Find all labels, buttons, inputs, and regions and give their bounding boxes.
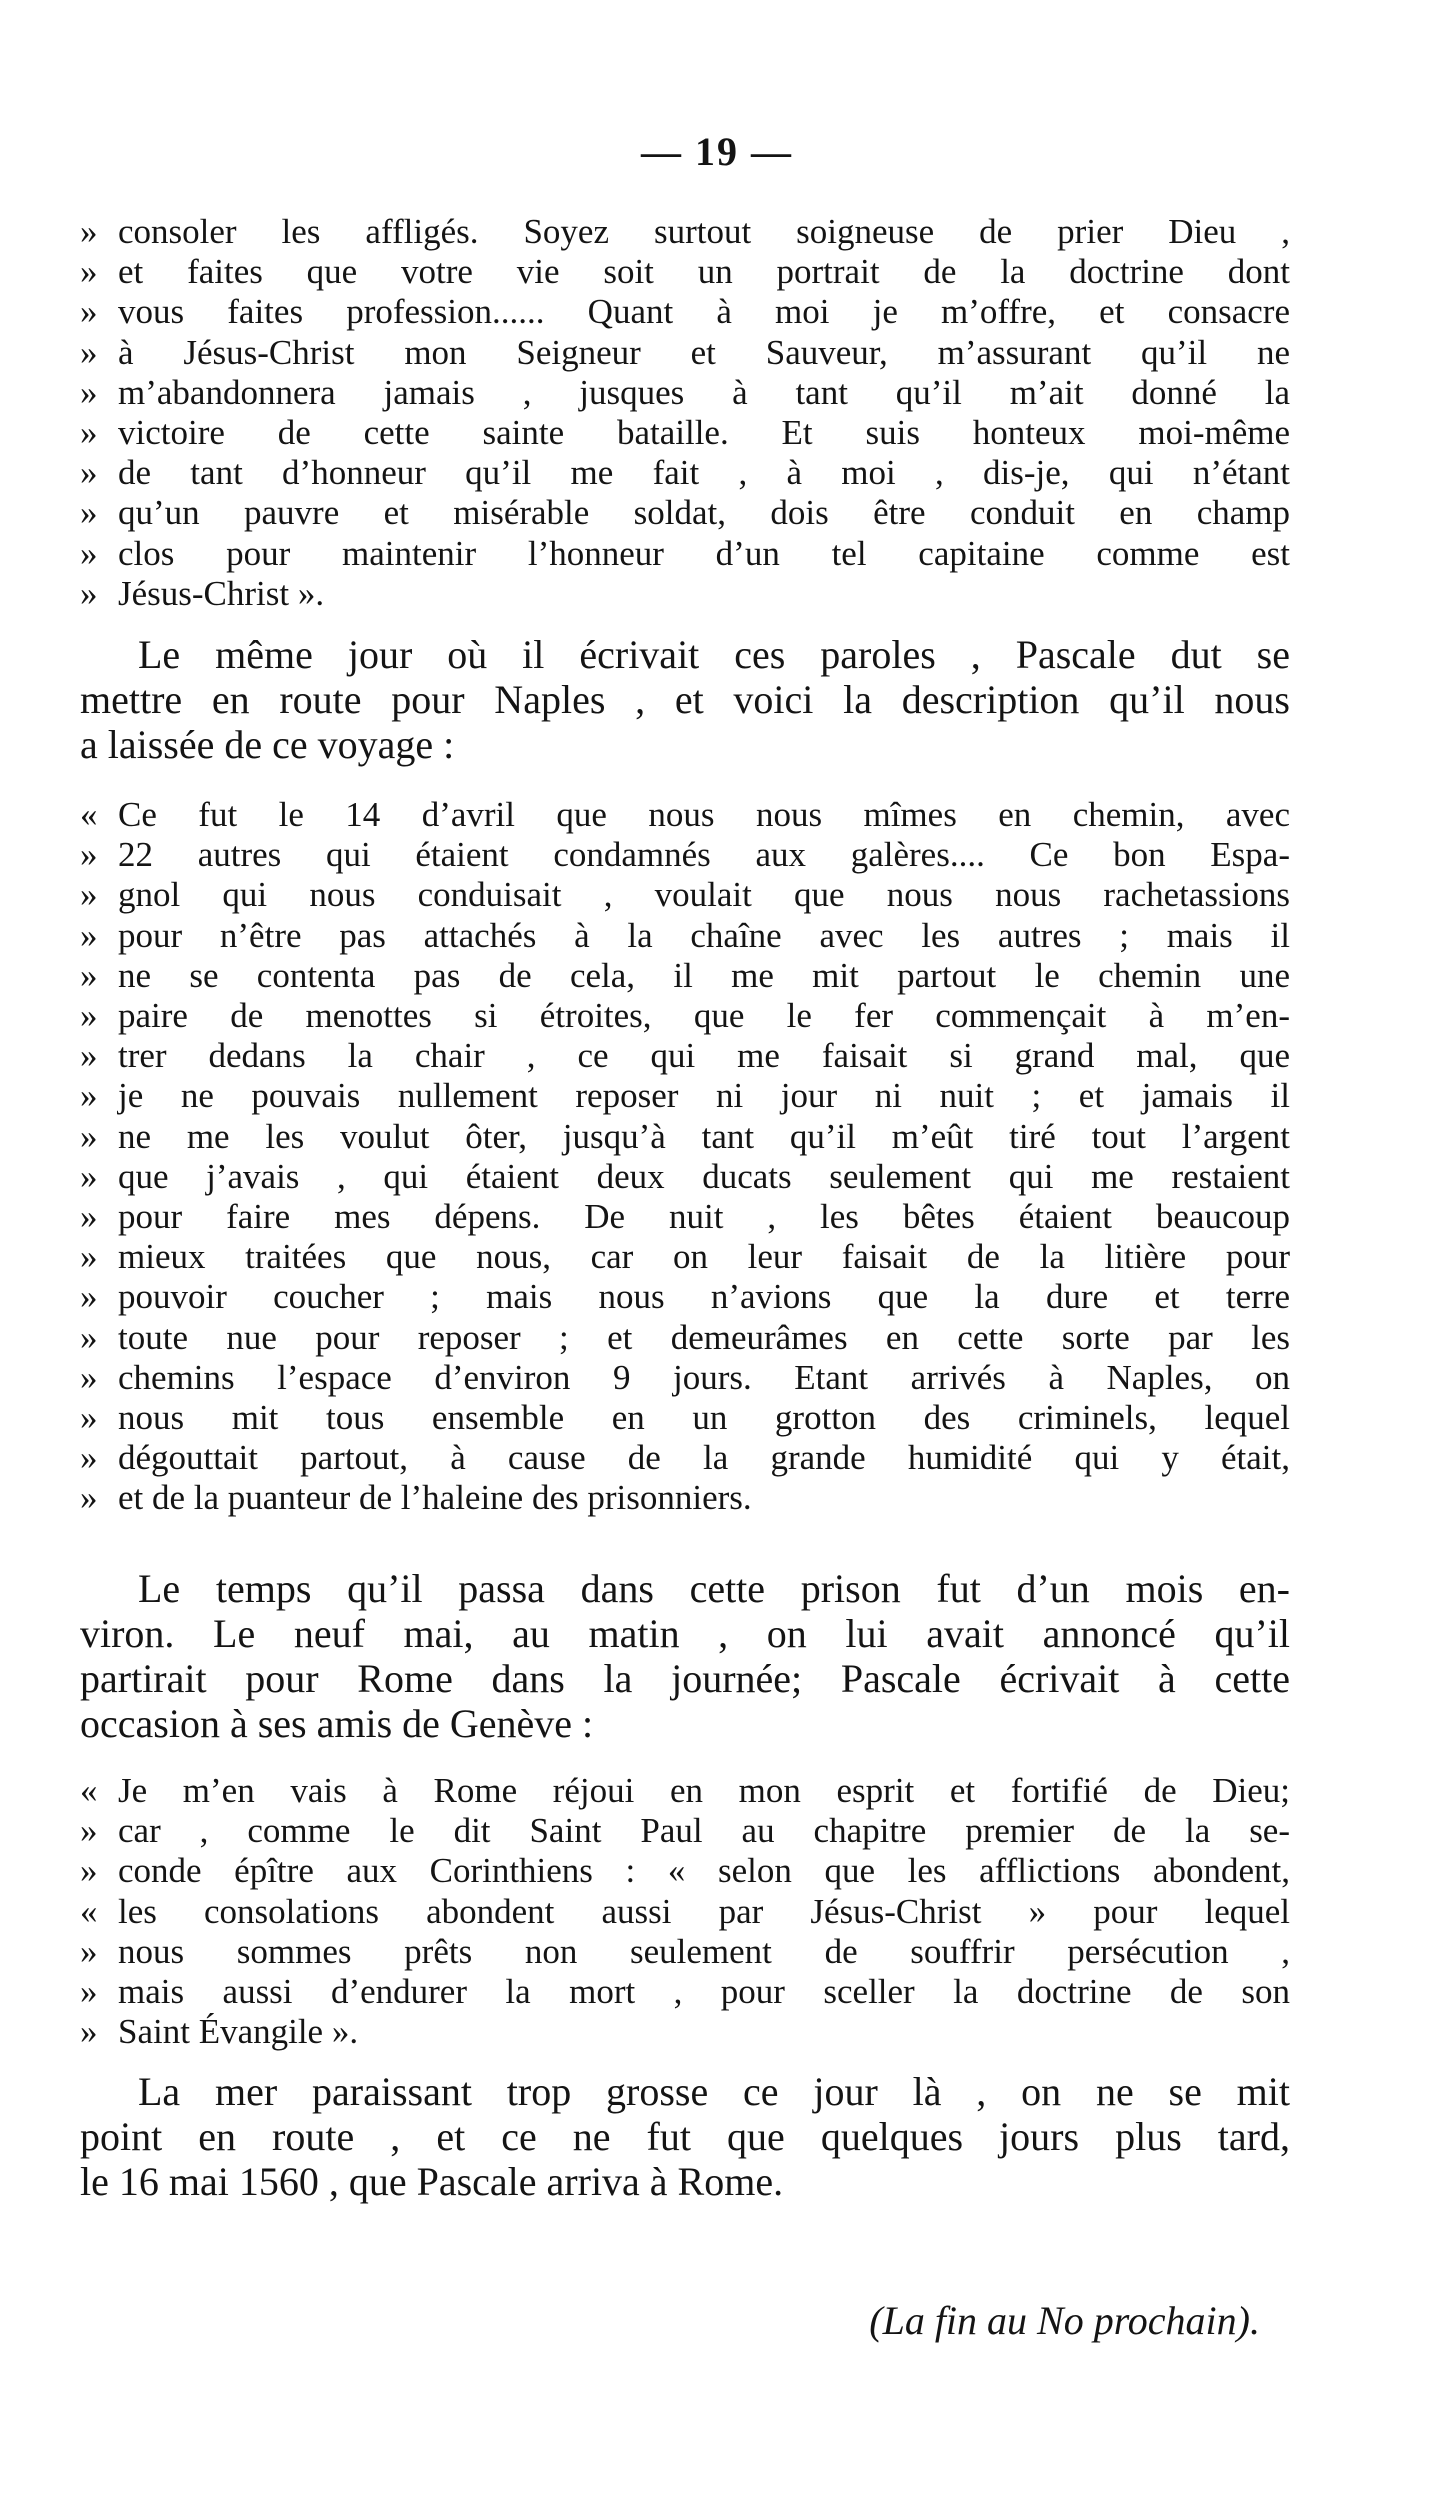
quote-mark: » — [80, 493, 98, 533]
quote-line — [80, 1892, 1290, 1932]
quote-line — [80, 1478, 1290, 1518]
quote-mark: » — [80, 1237, 98, 1277]
quote-text: pour n’être pas attachés à la chaîne avec les autres ; mais il — [118, 915, 1290, 955]
quote-line — [80, 574, 1290, 614]
paragraph-line: point en route , et ce ne fut que quelques jours plus tard, — [80, 2114, 1290, 2159]
quote-mark: » — [80, 573, 98, 613]
quote-mark: » — [80, 453, 98, 493]
quote-text: de tant d’honneur qu’il me fait , à moi , dis-je, qui n’étant — [118, 453, 1290, 493]
quote-mark: » — [80, 1317, 98, 1357]
quote-text: trer dedans la chair , ce qui me faisait si grand mal, que — [118, 1036, 1290, 1076]
quote-mark: » — [80, 1811, 98, 1851]
quote-text: pour faire mes dépens. De nuit , les bêtes étaient beaucoup — [118, 1197, 1290, 1237]
paragraph-3 — [80, 2069, 1290, 2204]
quote-text: qu’un pauvre et misérable soldat, dois être conduit en champ — [118, 493, 1290, 533]
quote-line — [80, 493, 1290, 533]
quote-line — [80, 1277, 1290, 1317]
quote-mark: » — [80, 1076, 98, 1116]
quote-line — [80, 413, 1290, 453]
page-number: — 19 — — [641, 129, 793, 174]
quote-text: dégouttait partout, à cause de la grande humidité qui y était, — [118, 1438, 1290, 1478]
quote-text: pouvoir coucher ; mais nous n’avions que la dure et terre — [118, 1277, 1290, 1317]
quote-line — [80, 835, 1290, 875]
quote-line — [80, 333, 1290, 373]
quote-line — [80, 996, 1290, 1036]
quote-letter-1 — [80, 212, 1290, 614]
quote-line — [80, 212, 1290, 252]
quote-mark: » — [80, 332, 98, 372]
quote-line — [80, 252, 1290, 292]
paragraph-line: occasion à ses amis de Genève : — [80, 1701, 594, 1746]
paragraph-line: le 16 mai 1560 , que Pascale arriva à Rome. — [80, 2159, 784, 2204]
quote-line — [80, 795, 1290, 835]
quote-line — [80, 1398, 1290, 1438]
quote-line — [80, 292, 1290, 332]
paragraph-line: La mer paraissant trop grosse ce jour là , on ne se mit — [138, 2069, 1290, 2114]
paragraph-line: viron. Le neuf mai, au matin , on lui avait annoncé qu’il — [80, 1611, 1290, 1656]
quote-mark: » — [80, 533, 98, 573]
quote-mark: » — [80, 413, 98, 453]
quote-letter-2 — [80, 795, 1290, 1519]
quote-mark: » — [80, 1277, 98, 1317]
quote-text: clos pour maintenir l’honneur d’un tel capitaine comme est — [118, 533, 1290, 573]
quote-line — [80, 1358, 1290, 1398]
quote-mark: « — [80, 795, 98, 834]
quote-mark: » — [80, 1116, 98, 1156]
quote-text: car , comme le dit Saint Paul au chapitre premier de la se- — [118, 1811, 1290, 1851]
paragraph-line: Le même jour où il écrivait ces paroles , Pascale dut se — [138, 632, 1290, 677]
quote-mark: » — [80, 212, 98, 251]
quote-line — [80, 1036, 1290, 1076]
quote-mark: » — [80, 372, 98, 412]
quote-line — [80, 875, 1290, 915]
quote-mark: » — [80, 1438, 98, 1478]
quote-mark: » — [80, 1851, 98, 1891]
quote-line — [80, 1318, 1290, 1358]
paragraph-line: mettre en route pour Naples , et voici la description qu’il nous — [80, 677, 1290, 722]
quote-text: victoire de cette sainte bataille. Et suis honteux moi-même — [118, 413, 1290, 453]
quote-line — [80, 1932, 1290, 1972]
quote-mark: » — [80, 996, 98, 1036]
quote-text: consoler les affligés. Soyez surtout soigneuse de prier Dieu , — [118, 212, 1290, 251]
quote-text: Ce fut le 14 d’avril que nous nous mîmes en chemin, avec — [118, 795, 1290, 834]
paragraph-line: partirait pour Rome dans la journée; Pascale écrivait à cette — [80, 1656, 1290, 1701]
quote-text: toute nue pour reposer ; et demeurâmes en cette sorte par les — [118, 1317, 1290, 1357]
quote-text: ne se contenta pas de cela, il me mit partout le chemin une — [118, 955, 1290, 995]
quote-text: mieux traitées que nous, car on leur faisait de la litière pour — [118, 1237, 1290, 1277]
quote-mark: » — [80, 1972, 98, 2012]
quote-text: et faites que votre vie soit un portrait de la doctrine dont — [118, 252, 1290, 292]
quote-line — [80, 1851, 1290, 1891]
quote-text: Je m’en vais à Rome réjoui en mon esprit et fortifié de Dieu; — [118, 1771, 1290, 1810]
quote-line — [80, 373, 1290, 413]
quote-mark: » — [80, 1197, 98, 1237]
quote-mark: » — [80, 835, 98, 875]
quote-text: mais aussi d’endurer la mort , pour sceller la doctrine de son — [118, 1972, 1290, 2012]
quote-mark: « — [80, 1891, 98, 1931]
paragraph-line: Le temps qu’il passa dans cette prison fut d’un mois en- — [138, 1566, 1290, 1611]
quote-mark: » — [80, 1156, 98, 1196]
quote-text: nous mit tous ensemble en un grotton des criminels, lequel — [118, 1398, 1290, 1438]
quote-text: Saint Évangile ». — [118, 2012, 359, 2052]
quote-line — [80, 453, 1290, 493]
quote-mark: » — [80, 252, 98, 292]
continuation-note: (La fin au No prochain). — [869, 2298, 1260, 2343]
paragraph-1 — [80, 632, 1290, 767]
paragraph-2 — [80, 1566, 1290, 1746]
quote-text: m’abandonnera jamais , jusques à tant qu’il m’ait donné la — [118, 372, 1290, 412]
quote-text: et de la puanteur de l’haleine des prisonniers. — [118, 1478, 752, 1518]
quote-text: à Jésus-Christ mon Seigneur et Sauveur, m’assurant qu’il ne — [118, 332, 1290, 372]
quote-text: conde épître aux Corinthiens : « selon que les afflictions abondent, — [118, 1851, 1290, 1891]
quote-text: chemins l’espace d’environ 9 jours. Etant arrivés à Naples, on — [118, 1357, 1290, 1397]
quote-line — [80, 1438, 1290, 1478]
quote-mark: » — [80, 292, 98, 332]
quote-text: Jésus-Christ ». — [118, 573, 325, 613]
quote-mark: » — [80, 1036, 98, 1076]
quote-mark: » — [80, 1931, 98, 1971]
quote-line — [80, 1771, 1290, 1811]
quote-line — [80, 916, 1290, 956]
quote-text: que j’avais , qui étaient deux ducats seulement qui me restaient — [118, 1156, 1290, 1196]
quote-letter-3 — [80, 1771, 1290, 2052]
quote-line — [80, 1157, 1290, 1197]
quote-line — [80, 534, 1290, 574]
quote-mark: « — [80, 1771, 98, 1810]
quote-text: je ne pouvais nullement reposer ni jour ni nuit ; et jamais il — [118, 1076, 1290, 1116]
quote-mark: » — [80, 1357, 98, 1397]
quote-line — [80, 1076, 1290, 1116]
quote-mark: » — [80, 1478, 98, 1518]
quote-text: ne me les voulut ôter, jusqu’à tant qu’il m’eût tiré tout l’argent — [118, 1116, 1290, 1156]
quote-mark: » — [80, 1398, 98, 1438]
quote-text: nous sommes prêts non seulement de souffrir persécution , — [118, 1931, 1290, 1971]
paragraph-line: a laissée de ce voyage : — [80, 722, 455, 767]
quote-text: vous faites profession...... Quant à moi je m’offre, et consacre — [118, 292, 1290, 332]
quote-line — [80, 1811, 1290, 1851]
quote-mark: » — [80, 2012, 98, 2052]
quote-line — [80, 1237, 1290, 1277]
quote-line — [80, 1197, 1290, 1237]
quote-text: gnol qui nous conduisait , voulait que nous nous rachetassions — [118, 875, 1290, 915]
quote-line — [80, 2012, 1290, 2052]
quote-line — [80, 1972, 1290, 2012]
quote-text: paire de menottes si étroites, que le fer commençait à m’en- — [118, 996, 1290, 1036]
quote-mark: » — [80, 915, 98, 955]
quote-line — [80, 956, 1290, 996]
quote-text: 22 autres qui étaient condamnés aux galères.... Ce bon Espa- — [118, 835, 1290, 875]
quote-mark: » — [80, 875, 98, 915]
quote-mark: » — [80, 955, 98, 995]
quote-line — [80, 1117, 1290, 1157]
quote-text: les consolations abondent aussi par Jésus-Christ » pour lequel — [118, 1891, 1290, 1931]
